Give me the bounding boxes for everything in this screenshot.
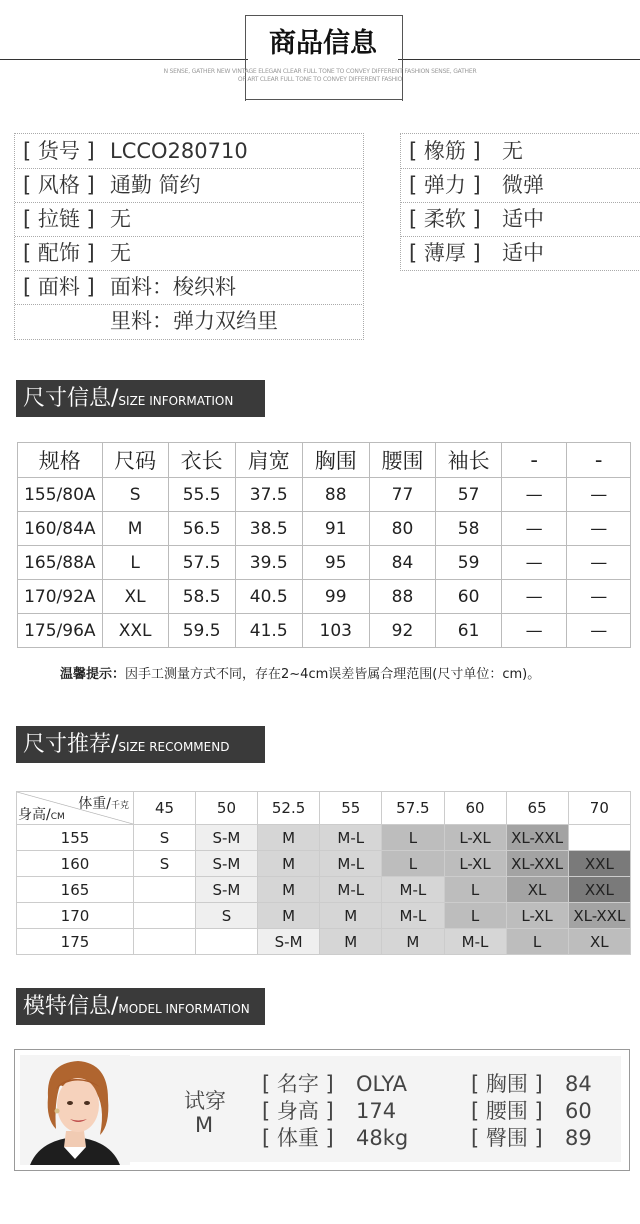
height-cell: 160 bbox=[17, 851, 134, 877]
size-note: 温馨提示：因手工测量方式不同，存在2~4cm误差皆属合理范围(尺寸单位：cm)。 bbox=[60, 667, 541, 682]
size-header-cell: 肩宽 bbox=[235, 443, 302, 478]
size-cell: — bbox=[501, 478, 566, 512]
size-cell: 61 bbox=[436, 614, 502, 648]
recommend-cell: M-L bbox=[382, 877, 444, 903]
size-header-row bbox=[18, 443, 631, 478]
recommend-cell: M bbox=[320, 903, 382, 929]
size-cell: 91 bbox=[302, 512, 369, 546]
name-label: [ 名字 ] bbox=[262, 1072, 334, 1096]
size-cell: 38.5 bbox=[235, 512, 302, 546]
info-value: 无 bbox=[110, 207, 131, 231]
recommend-cell: XL bbox=[568, 929, 630, 955]
weight-header-cell: 57.5 bbox=[382, 792, 444, 825]
recommend-cell bbox=[568, 825, 630, 851]
size-recommend-title: 尺寸推荐/SIZE RECOMMEND bbox=[16, 726, 265, 763]
recommend-cell bbox=[195, 929, 257, 955]
recommend-cell: M bbox=[257, 903, 319, 929]
recommend-cell: M bbox=[320, 929, 382, 955]
recommend-cell: XL-XXL bbox=[568, 903, 630, 929]
size-cell: 55.5 bbox=[168, 478, 235, 512]
header-frame-bottom bbox=[245, 99, 403, 100]
height-unit-text: CM bbox=[50, 812, 65, 822]
recommend-table bbox=[16, 791, 631, 955]
info-value: 里料：弹力双绉里 bbox=[110, 309, 278, 333]
size-cell: 77 bbox=[369, 478, 436, 512]
recommend-cell: M-L bbox=[320, 851, 382, 877]
size-cell: XL bbox=[102, 580, 168, 614]
recommend-row bbox=[17, 851, 631, 877]
recommend-cell: XL-XXL bbox=[506, 851, 568, 877]
height-cell: 175 bbox=[17, 929, 134, 955]
size-cell: 60 bbox=[436, 580, 502, 614]
size-cell: 56.5 bbox=[168, 512, 235, 546]
info-label: [ 薄厚 ] bbox=[409, 241, 481, 265]
recommend-cell: XL bbox=[506, 877, 568, 903]
recommend-cell: S-M bbox=[195, 877, 257, 903]
recommend-cell: S bbox=[195, 903, 257, 929]
weight-header-cell: 50 bbox=[195, 792, 257, 825]
header-subtitle-2: OF ART CLEAR FULL TONE TO CONVEY DIFFERENT FASHIO bbox=[237, 76, 403, 83]
model-info-title: 模特信息/MODEL INFORMATION bbox=[16, 988, 265, 1025]
recommend-row bbox=[17, 877, 631, 903]
try-label: 试穿 bbox=[184, 1089, 226, 1113]
recommend-cell: M bbox=[257, 851, 319, 877]
recommend-cell: L bbox=[382, 851, 444, 877]
waist-value: 60 bbox=[565, 1099, 592, 1123]
size-header-cell: 腰围 bbox=[369, 443, 436, 478]
height-axis-label bbox=[18, 804, 65, 824]
recommend-cell: L bbox=[382, 825, 444, 851]
size-cell: 92 bbox=[369, 614, 436, 648]
size-table bbox=[17, 442, 631, 648]
recommend-cell: S bbox=[134, 825, 196, 851]
recommend-row bbox=[17, 929, 631, 955]
recommend-cell: M-L bbox=[382, 903, 444, 929]
info-label: [ 柔软 ] bbox=[409, 207, 481, 231]
info-row bbox=[401, 202, 640, 237]
height-cell: 170 bbox=[17, 903, 134, 929]
size-cell: 175/96A bbox=[18, 614, 103, 648]
info-label: [ 拉链 ] bbox=[23, 207, 95, 231]
size-cell: 103 bbox=[302, 614, 369, 648]
info-row bbox=[15, 236, 362, 271]
bust-value: 84 bbox=[565, 1072, 592, 1096]
recommend-cell: L-XL bbox=[444, 825, 506, 851]
hip-label: [ 臀围 ] bbox=[471, 1126, 543, 1150]
height-label-text: 身高/ bbox=[18, 807, 51, 823]
size-cell: 170/92A bbox=[18, 580, 103, 614]
info-value: 通勤 简约 bbox=[110, 173, 201, 197]
info-row bbox=[15, 202, 362, 237]
size-cell: 37.5 bbox=[235, 478, 302, 512]
weight-label-text: 体重/ bbox=[78, 796, 111, 812]
page-title: 商品信息 bbox=[248, 26, 398, 62]
size-header-cell: - bbox=[567, 443, 631, 478]
recommend-cell: XL-XXL bbox=[506, 825, 568, 851]
size-header-cell: 胸围 bbox=[302, 443, 369, 478]
size-cell: 80 bbox=[369, 512, 436, 546]
recommend-cell bbox=[134, 929, 196, 955]
size-cell: 58 bbox=[436, 512, 502, 546]
recommend-cell: S bbox=[134, 851, 196, 877]
recommend-cell: M bbox=[257, 877, 319, 903]
recommend-cell: L bbox=[506, 929, 568, 955]
size-cell: 40.5 bbox=[235, 580, 302, 614]
size-cell: — bbox=[567, 478, 631, 512]
recommend-corner-cell bbox=[17, 792, 134, 825]
info-value: 适中 bbox=[502, 207, 544, 231]
info-row bbox=[15, 134, 362, 169]
info-label: [ 弹力 ] bbox=[409, 173, 481, 197]
recommend-cell: S-M bbox=[195, 825, 257, 851]
recommend-cell: L bbox=[444, 903, 506, 929]
size-cell: 88 bbox=[302, 478, 369, 512]
recommend-row bbox=[17, 825, 631, 851]
size-cell: L bbox=[102, 546, 168, 580]
size-cell: 58.5 bbox=[168, 580, 235, 614]
info-row bbox=[15, 270, 362, 305]
info-value: 面料：梭织料 bbox=[110, 275, 236, 299]
height-cell: 155 bbox=[17, 825, 134, 851]
weight-unit-text: 千克 bbox=[110, 801, 129, 811]
recommend-header-row bbox=[17, 792, 631, 825]
size-cell: 155/80A bbox=[18, 478, 103, 512]
info-value: 适中 bbox=[502, 241, 544, 265]
size-cell: S bbox=[102, 478, 168, 512]
weight-value: 48kg bbox=[356, 1126, 409, 1150]
info-row bbox=[401, 236, 640, 270]
size-cell: — bbox=[567, 614, 631, 648]
size-header-cell: - bbox=[501, 443, 566, 478]
size-cell: — bbox=[567, 546, 631, 580]
size-header-cell: 尺码 bbox=[102, 443, 168, 478]
size-cell: 99 bbox=[302, 580, 369, 614]
size-row bbox=[18, 546, 631, 580]
info-label: [ 货号 ] bbox=[23, 139, 95, 163]
size-cell: — bbox=[567, 512, 631, 546]
size-cell: 39.5 bbox=[235, 546, 302, 580]
size-cell: — bbox=[501, 546, 566, 580]
size-cell: 59 bbox=[436, 546, 502, 580]
info-label: [ 风格 ] bbox=[23, 173, 95, 197]
size-cell: 165/88A bbox=[18, 546, 103, 580]
info-value: LCCO280710 bbox=[110, 139, 248, 163]
size-cell: XXL bbox=[102, 614, 168, 648]
recommend-cell: L bbox=[444, 877, 506, 903]
size-cell: — bbox=[501, 512, 566, 546]
size-row bbox=[18, 478, 631, 512]
recommend-cell: M-L bbox=[320, 825, 382, 851]
hip-value: 89 bbox=[565, 1126, 592, 1150]
height-label: [ 身高 ] bbox=[262, 1099, 334, 1123]
recommend-cell: M-L bbox=[444, 929, 506, 955]
try-size: M bbox=[195, 1113, 214, 1137]
weight-header-cell: 70 bbox=[568, 792, 630, 825]
info-label: [ 配饰 ] bbox=[23, 241, 95, 265]
info-row bbox=[15, 168, 362, 203]
weight-height-corner bbox=[17, 792, 133, 824]
size-cell: 160/84A bbox=[18, 512, 103, 546]
height-cell: 165 bbox=[17, 877, 134, 903]
info-label: [ 面料 ] bbox=[23, 275, 95, 299]
header-subtitle-1: N SENSE, GATHER NEW VINTAGE ELEGAN CLEAR FULL TONE TO CONVEY DIFFERENT FASHION SENSE, GATHER bbox=[163, 68, 477, 75]
size-cell: — bbox=[501, 580, 566, 614]
size-cell: 57.5 bbox=[168, 546, 235, 580]
height-value: 174 bbox=[356, 1099, 397, 1123]
recommend-cell: M-L bbox=[320, 877, 382, 903]
info-row bbox=[401, 168, 640, 203]
recommend-cell: M bbox=[257, 825, 319, 851]
weight-label: [ 体重 ] bbox=[262, 1126, 334, 1150]
weight-header-cell: 65 bbox=[506, 792, 568, 825]
size-header-cell: 袖长 bbox=[436, 443, 502, 478]
info-row bbox=[15, 304, 362, 338]
weight-header-cell: 60 bbox=[444, 792, 506, 825]
size-cell: 95 bbox=[302, 546, 369, 580]
recommend-cell: L-XL bbox=[506, 903, 568, 929]
size-header-cell: 衣长 bbox=[168, 443, 235, 478]
size-row bbox=[18, 614, 631, 648]
weight-axis-label bbox=[78, 793, 129, 813]
recommend-cell: S-M bbox=[195, 851, 257, 877]
size-cell: — bbox=[567, 580, 631, 614]
info-value: 微弹 bbox=[502, 173, 544, 197]
info-value: 无 bbox=[110, 241, 131, 265]
recommend-cell: L-XL bbox=[444, 851, 506, 877]
size-cell: 57 bbox=[436, 478, 502, 512]
weight-header-cell: 55 bbox=[320, 792, 382, 825]
weight-header-cell: 52.5 bbox=[257, 792, 319, 825]
weight-header-cell: 45 bbox=[134, 792, 196, 825]
recommend-cell bbox=[134, 903, 196, 929]
recommend-cell bbox=[134, 877, 196, 903]
size-cell: — bbox=[501, 614, 566, 648]
size-cell: M bbox=[102, 512, 168, 546]
name-value: OLYA bbox=[356, 1072, 408, 1096]
size-row bbox=[18, 580, 631, 614]
size-info-title: 尺寸信息/SIZE INFORMATION bbox=[16, 380, 265, 417]
info-label: [ 橡筋 ] bbox=[409, 139, 481, 163]
size-header-cell: 规格 bbox=[18, 443, 103, 478]
size-row bbox=[18, 512, 631, 546]
size-cell: 59.5 bbox=[168, 614, 235, 648]
recommend-cell: M bbox=[382, 929, 444, 955]
size-cell: 84 bbox=[369, 546, 436, 580]
info-row bbox=[401, 134, 640, 169]
recommend-row bbox=[17, 903, 631, 929]
recommend-cell: S-M bbox=[257, 929, 319, 955]
recommend-cell: XXL bbox=[568, 877, 630, 903]
size-cell: 41.5 bbox=[235, 614, 302, 648]
recommend-cell: XXL bbox=[568, 851, 630, 877]
model-photo bbox=[20, 1055, 130, 1165]
bust-label: [ 胸围 ] bbox=[471, 1072, 543, 1096]
size-cell: 88 bbox=[369, 580, 436, 614]
waist-label: [ 腰围 ] bbox=[471, 1099, 543, 1123]
info-value: 无 bbox=[502, 139, 523, 163]
